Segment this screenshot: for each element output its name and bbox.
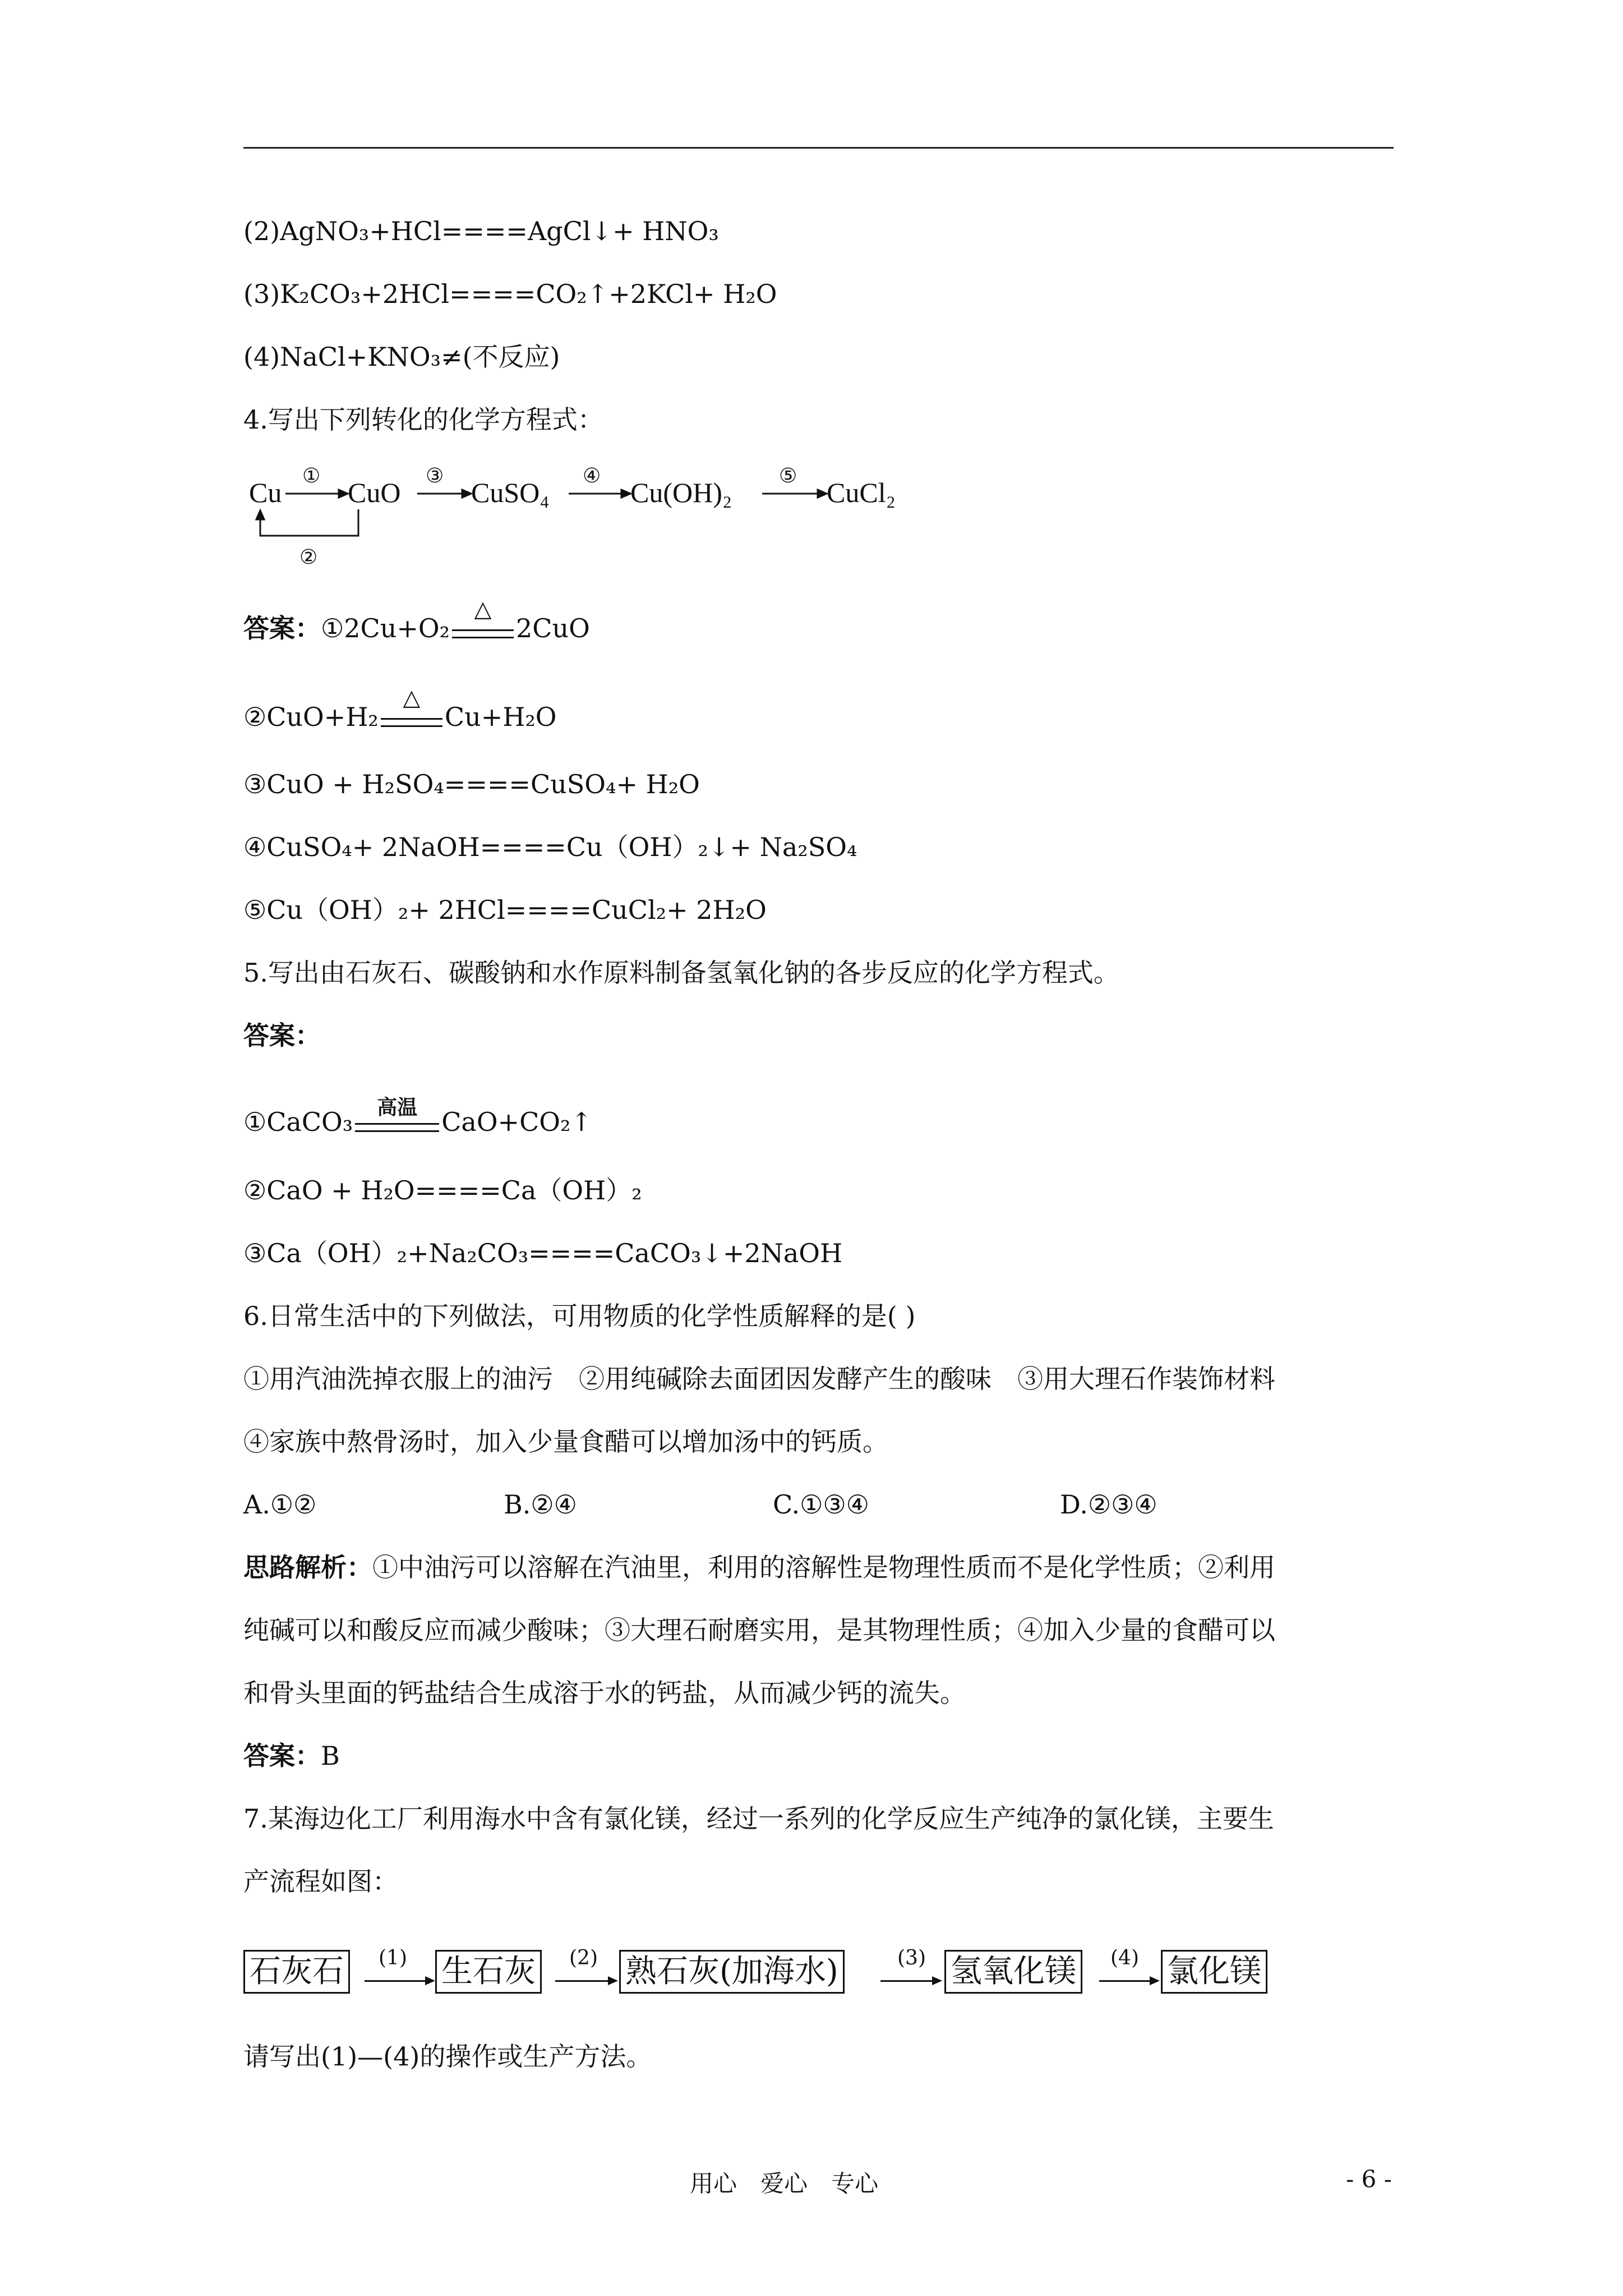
scheme-step-5: ⑤ — [779, 464, 797, 487]
flow-box-slaked-lime: 熟石灰(加海水) — [619, 1950, 845, 1994]
question-7-continued: 产流程如图： — [243, 1866, 398, 1897]
scheme-step-3: ③ — [426, 464, 444, 487]
high-temperature-condition: 高温 — [377, 1096, 418, 1119]
equals-with-condition — [381, 685, 442, 730]
answer-label: 答案： — [243, 1741, 321, 1771]
analysis-line-2: 纯碱可以和酸反应而减少酸味；③大理石耐磨实用，是其物理性质；④加入少量的食醋可以 — [243, 1615, 1275, 1645]
answer-value: B — [321, 1741, 340, 1771]
question-6-items: ①用汽油洗掉衣服上的油污 ②用纯碱除去面团因发酵产生的酸味 ③用大理石作装饰材料 — [243, 1364, 1275, 1394]
answer-4-line-3: ③CuO + H₂SO₄====CuSO₄+ H₂O — [243, 769, 700, 799]
analysis-label: 思路解析： — [243, 1552, 372, 1582]
flow-step-1-label: (1) — [379, 1947, 407, 1970]
equation-left: ②CuO+H₂ — [243, 702, 379, 732]
question-4: 4.写出下列转化的化学方程式： — [243, 404, 603, 435]
equals-with-condition — [355, 1096, 439, 1135]
scheme-step-2: ② — [299, 546, 318, 569]
equation-line: (3)K₂CO₃+2HCl====CO₂↑+2KCl+ H₂O — [243, 279, 777, 309]
analysis-line-1 — [243, 1550, 1275, 1584]
equation-line: (4)NaCl+KNO₃≠(不反应) — [243, 342, 560, 372]
question-6: 6.日常生活中的下列做法，可用物质的化学性质解释的是( ) — [243, 1301, 916, 1331]
answer-6 — [243, 1739, 340, 1773]
equation-right: Cu+H₂O — [444, 702, 557, 732]
equation-left: ①2Cu+O₂ — [321, 613, 450, 643]
choice-a: A.①② — [243, 1489, 317, 1520]
answer-5-line-1 — [243, 1096, 592, 1139]
flow-arrow-3 — [880, 1980, 940, 1982]
scheme-step-4: ④ — [583, 464, 601, 487]
equation-left: ①CaCO₃ — [243, 1107, 353, 1137]
choice-c: C.①③④ — [773, 1489, 869, 1520]
flow-box-limestone: 石灰石 — [243, 1950, 350, 1994]
copper-conversion-scheme — [243, 460, 972, 589]
header-rule — [243, 147, 1394, 149]
scheme-cucl2: CuCl₂ — [827, 477, 896, 508]
flow-arrow-2 — [555, 1980, 616, 1982]
answer-label: 答案： — [243, 613, 321, 643]
scheme-cuoh2: Cu(OH)₂ — [630, 477, 732, 508]
choice-b: B.②④ — [504, 1489, 577, 1520]
answer-4-line-5: ⑤Cu（OH）₂+ 2HCl====CuCl₂+ 2H₂O — [243, 895, 767, 925]
answer-label: 答案： — [243, 1020, 321, 1051]
heating-condition: △ — [403, 685, 421, 711]
flow-box-magnesium-hydroxide: 氢氧化镁 — [944, 1950, 1082, 1994]
answer-5-line-2: ②CaO + H₂O====Ca（OH）₂ — [243, 1175, 642, 1205]
question-7-prompt: 请写出(1)—(4)的操作或生产方法。 — [243, 2041, 652, 2072]
equals-with-condition — [452, 596, 514, 642]
scheme-step-1: ① — [302, 464, 321, 487]
choice-d: D.②③④ — [1060, 1489, 1158, 1520]
flow-step-3-label: (3) — [897, 1947, 926, 1970]
answer-4-line-4: ④CuSO₄+ 2NaOH====Cu（OH）₂↓+ Na₂SO₄ — [243, 832, 857, 862]
scheme-cuso4: CuSO₄ — [471, 477, 550, 508]
scheme-cuo: CuO — [348, 477, 401, 508]
equation-line: (2)AgNO₃+HCl====AgCl↓+ HNO₃ — [243, 216, 719, 246]
flow-arrow-1 — [365, 1980, 433, 1982]
analysis-text: ①中油污可以溶解在汽油里，利用的溶解性是物理性质而不是化学性质；②利用 — [372, 1552, 1275, 1582]
equation-right: CaO+CO₂↑ — [441, 1107, 592, 1137]
question-5: 5.写出由石灰石、碳酸钠和水作原料制备氢氧化钠的各步反应的化学方程式。 — [243, 958, 1119, 988]
question-7: 7.某海边化工厂利用海水中含有氯化镁，经过一系列的化学反应生产纯净的氯化镁，主要生 — [243, 1803, 1274, 1834]
analysis-line-3: 和骨头里面的钙盐结合生成溶于水的钙盐，从而减少钙的流失。 — [243, 1678, 966, 1708]
question-6-items: ④家族中熬骨汤时，加入少量食醋可以增加汤中的钙质。 — [243, 1427, 888, 1457]
answer-5-line-3: ③Ca（OH）₂+Na₂CO₃====CaCO₃↓+2NaOH — [243, 1238, 843, 1268]
flow-box-magnesium-chloride: 氯化镁 — [1161, 1950, 1267, 1994]
flow-arrow-4 — [1099, 1980, 1158, 1982]
page-number: - 6 - — [1346, 2165, 1392, 2193]
heating-condition: △ — [474, 596, 492, 622]
answer-4-line-2 — [243, 685, 557, 734]
equation-right: 2CuO — [516, 613, 590, 643]
flow-step-4-label: (4) — [1110, 1947, 1139, 1970]
answer-4-line-1 — [243, 596, 590, 645]
flow-step-2-label: (2) — [569, 1947, 598, 1970]
scheme-cu: Cu — [249, 477, 282, 508]
footer-slogan: 用心 爱心 专心 — [690, 2170, 879, 2197]
flow-box-quicklime: 生石灰 — [435, 1950, 542, 1994]
